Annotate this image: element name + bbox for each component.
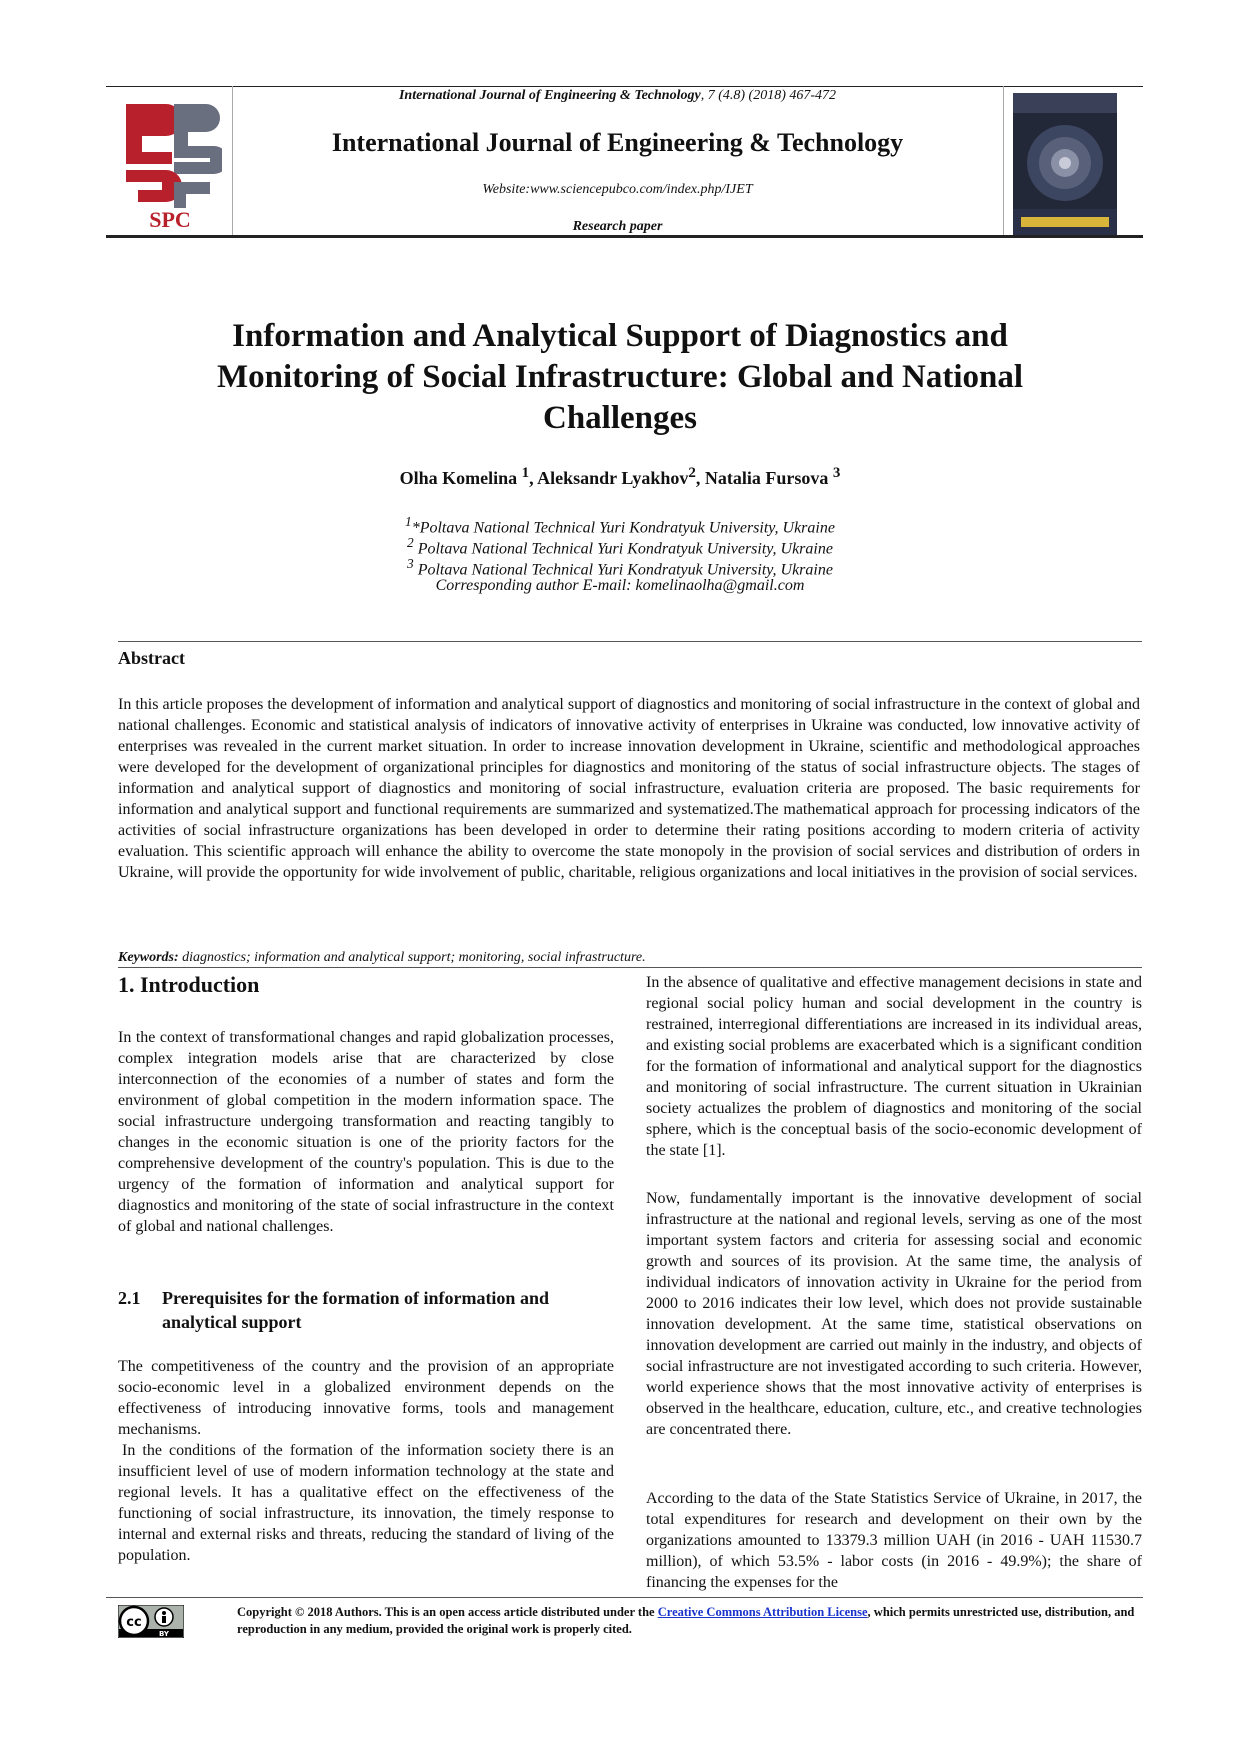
affiliation-sup: 2 [407,535,414,550]
affiliation-text: Poltava National Technical Yuri Kondratyuk University, Ukraine [413,561,833,579]
paper-type: Research paper [572,219,663,234]
body-paragraph: According to the data of the State Statistics Service of Ukraine, in 2017, the total expenditures for research and development on their own by the organizations amounted to 13379.3 million UAH (in 2016 - UAH 11530.7 million), of which 53.5% - labor costs (in 2016 - 49.9%); the share of financing the expenses for the [646,1490,1142,1591]
keywords-rule [118,967,1142,968]
license-link[interactable]: Creative Commons Attribution License [657,1605,868,1619]
keywords-label: Keywords: [118,950,179,965]
title-line: Challenges [542,400,697,436]
paper-title [140,316,1100,439]
affiliation [140,535,1100,558]
abstract-text: In this article proposes the development of information and analytical support of diagnostics and monitoring of social infrastructure in the context of global and national challenges. Economic and statistical analysis of indicators of innovative activity of enterprises in Ukraine was conducted, low innovative activity of enterprises was revealed in the current market situation. In order to increase innovation development in Ukraine, scientific and methodological approaches were developed for the development of organizational principles for diagnostics and monitoring of the status of social infrastructure objects. The stages of information and analytical support of diagnostics and monitoring of social infrastructure, evaluation criteria are proposed. The basic requirements for information and analytical support and functional requirements are summarized and systematized.The mathematical approach for processing indicators of the activities of social infrastructure organizations has been developed in order to determine their rating positions according to modern criteria of activity evaluation. This scientific approach will enhance the ability to overcome the state monopoly in the provision of social services and distribution of orders in Ukraine, will provide the opportunity for wide involvement of public, charitable, religious organizations and local initiatives in the provision of social services. [118,696,1140,881]
publisher-logo [118,96,222,232]
subsection-heading [118,1286,614,1334]
affiliation-sup: 1 [405,514,412,529]
logo-text: SPC [149,207,191,232]
title-line: Information and Analytical Support of Diagnostics and [232,318,1008,354]
logo-red-shape-2 [126,170,182,202]
journal-volume: , 7 (4.8) (2018) 467-472 [700,88,837,103]
author-name: Olha Komelina [399,468,522,488]
corresponding-author: Corresponding author E-mail: komelinaolha@gmail.com [435,577,805,594]
copyright-notice [237,1604,1143,1638]
header-bottom-rule [106,235,1143,238]
title-line: Monitoring of Social Infrastructure: Global and National [216,359,1024,395]
logo-gray-shape-2 [174,182,210,208]
keywords-text: diagnostics; information and analytical support; monitoring, social infrastructure. [178,950,646,965]
logo-gray-shape [174,104,222,174]
cc-label: cc [126,1615,142,1630]
copyright-text: Copyright © 2018 Authors. This is an open access article distributed under the [237,1605,658,1619]
author-name: , Natalia Fursova [695,468,833,488]
author-name: , Aleksandr Lyakhov [529,468,689,488]
keywords [118,950,646,966]
creative-commons-badge [118,1605,184,1638]
affiliation [140,514,1100,537]
subsection-number: 2.1 [118,1288,141,1308]
body-paragraph: In the absence of qualitative and effective management decisions in state and regional social policy human and social development in the country is restrained, interregional differentiations are increased in its individual areas, and existing social problems are exacerbated which is a significant condition for the formation of informational and analytical support for the diagnostics and monitoring of social infrastructure. The current situation in Ukrainian society actualizes the problem of diagnostics and monitoring of the social sphere, which is the conceptual basis of the socio-economic development of the state [1]. [646,974,1142,1159]
logo-red-shape [126,104,182,164]
footer-rule [106,1597,1143,1598]
by-label: BY [158,1630,170,1638]
body-paragraph: Now, fundamentally important is the innovative development of social infrastructure at the national and regional levels, serving as one of the most important system factors and criteria for assessing social and economic growth and sources of its provision. At the same time, the analysis of individual indicators of innovation activity in Ukraine for the period from 2000 to 2016 indicates their low level, which does not provide sustainable innovation development. At the same time, statistical observations on innovation development are carried out mainly in the industry, and objects of social infrastructure are not investigated according to such criteria. However, world experience shows that the most innovative activity of enterprises is observed in the healthcare, education, culture, etc., and creative technologies are concentrated there. [646,1190,1142,1438]
introduction-paragraph: In the context of transformational changes and rapid globalization processes, complex integration models arise that are characterized by close interconnection of the economies of a number of states and form the environment of global competition in the modern information space. The social infrastructure undergoing transformation and reacting tangibly to changes in the economic situation is one of the priority factors for the comprehensive development of the country's population. This is due to the urgency of the formation of information and analytical support for diagnostics and monitoring of the state of social infrastructure in the context of global and national challenges. [118,1029,614,1235]
journal-title: International Journal of Engineering & Technology [331,128,904,157]
header-top-rule [106,86,1143,87]
abstract-heading: Abstract [118,648,185,668]
author-sup: 3 [832,465,841,481]
subsection-title: Prerequisites for the formation of information and analytical support [162,1288,549,1332]
affiliation [140,556,1100,579]
affiliation-text: Poltava National Technical Yuri Kondratyuk University, Ukraine [413,540,833,558]
section-heading: 1. Introduction [118,972,260,997]
journal-cover-image [1013,93,1117,235]
affiliation-sup: 3 [407,556,414,571]
journal-citation [232,88,1003,104]
header-left-divider [232,86,233,235]
body-paragraph: In the conditions of the formation of the information society there is an insufficient level of use of modern information technology at the state and regional levels. It has a qualitative effect on the effectiveness of the functioning of social infrastructure, its innovation, the timely response to internal and external risks and threats, reducing the standard of living of the population. [118,1442,614,1564]
header-right-divider [1003,86,1004,235]
journal-name: International Journal of Engineering & Technology [398,88,701,103]
author-sup: 1 [521,465,530,481]
affiliation-text: *Poltava National Technical Yuri Kondratyuk University, Ukraine [411,519,835,537]
body-paragraph: The competitiveness of the country and the provision of an appropriate socio-economic level in a globalized environment depends on the effectiveness of introducing innovative forms, tools and management mechanisms. [118,1358,614,1438]
author-list [140,465,1100,489]
journal-website[interactable]: Website:www.sciencepubco.com/index.php/IJET [482,182,753,197]
copyright-text-2: , which permits unrestricted use, distribution, and reproduction in any medium, provided the original work is properly cited. [237,1605,1135,1636]
author-sup: 2 [688,465,696,481]
abstract-top-rule [118,641,1142,642]
